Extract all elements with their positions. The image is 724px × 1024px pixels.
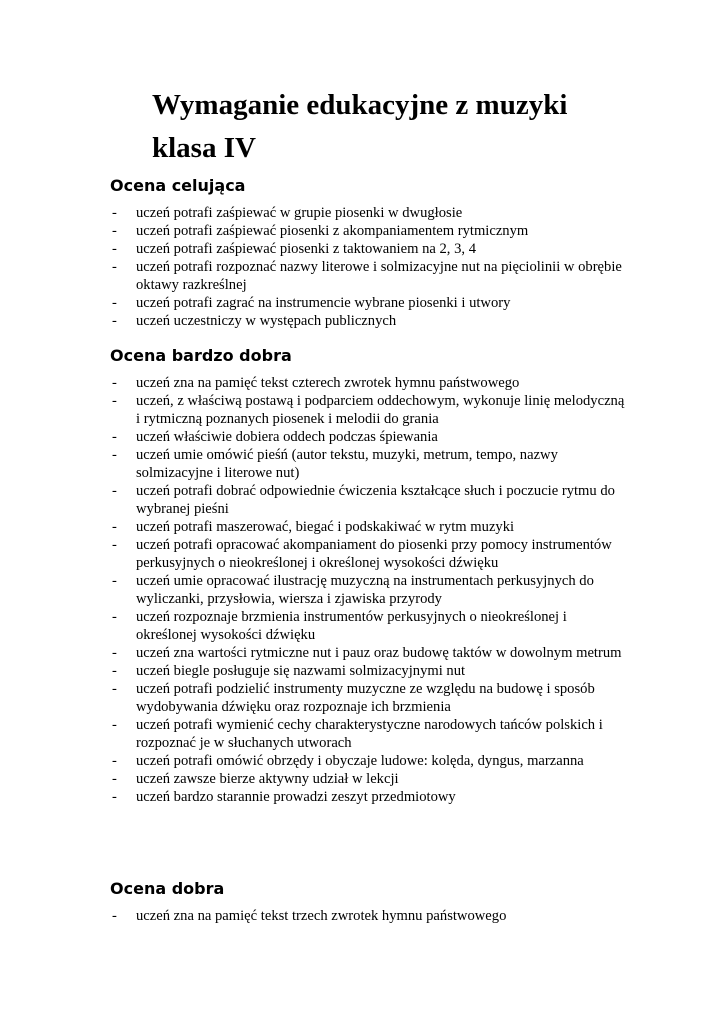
list-item <box>110 770 630 788</box>
list-item-text: uczeń potrafi zaśpiewać w grupie piosenki w dwugłosie <box>136 205 463 221</box>
list-item <box>110 446 630 482</box>
list-item-text: uczeń zna na pamięć tekst czterech zwrotek hymnu państwowego <box>136 375 520 391</box>
bullet-dash: - <box>112 313 117 329</box>
bullet-dash: - <box>112 753 117 769</box>
list-item <box>110 536 630 572</box>
bullet-dash: - <box>112 447 117 463</box>
list-item <box>110 204 630 222</box>
bullet-dash: - <box>112 375 117 391</box>
bullet-dash: - <box>112 609 117 625</box>
section-heading-celujaca: Ocena celująca <box>110 176 246 195</box>
list-item <box>110 644 630 662</box>
list-item-text: uczeń zna wartości rytmiczne nut i pauz oraz budowę taktów w dowolnym metrum <box>136 645 622 661</box>
bullet-dash: - <box>112 908 117 924</box>
list-item-text: uczeń właściwie dobiera oddech podczas śpiewania <box>136 429 438 445</box>
list-item <box>110 788 630 806</box>
list-item-text: uczeń umie opracować ilustrację muzyczną na instrumentach perkusyjnych do wyliczanki, przysłowia, wiersza i zjawiska przyrody <box>136 573 594 607</box>
title-line-1: Wymaganie edukacyjne z muzyki <box>152 89 568 121</box>
list-item <box>110 907 630 925</box>
list-bardzo-dobra <box>110 374 630 806</box>
list-item <box>110 518 630 536</box>
bullet-dash: - <box>112 645 117 661</box>
section-heading-dobra: Ocena dobra <box>110 879 225 898</box>
bullet-dash: - <box>112 241 117 257</box>
list-item <box>110 752 630 770</box>
title-line-2: klasa IV <box>152 132 256 164</box>
list-item-text: uczeń potrafi dobrać odpowiednie ćwiczenia kształcące słuch i poczucie rytmu do wybranej pieśni <box>136 483 615 517</box>
list-item <box>110 716 630 752</box>
list-item <box>110 392 630 428</box>
bullet-dash: - <box>112 789 117 805</box>
list-item <box>110 428 630 446</box>
list-item-text: uczeń potrafi omówić obrzędy i obyczaje ludowe: kolęda, dyngus, marzanna <box>136 753 584 769</box>
list-item-text: uczeń uczestniczy w występach publicznych <box>136 313 397 329</box>
list-item-text: uczeń potrafi rozpoznać nazwy literowe i solmizacyjne nut na pięciolinii w obrębie oktawy razkreślnej <box>136 259 622 293</box>
list-item <box>110 482 630 518</box>
list-item-text: uczeń potrafi zaśpiewać piosenki z taktowaniem na 2, 3, 4 <box>136 241 476 257</box>
list-item <box>110 374 630 392</box>
list-item <box>110 572 630 608</box>
list-item <box>110 662 630 680</box>
list-item-text: uczeń potrafi podzielić instrumenty muzyczne ze względu na budowę i sposób wydobywania dźwięku oraz rozpoznaje ich brzmienia <box>136 681 595 715</box>
list-item-text: uczeń, z właściwą postawą i podparciem oddechowym, wykonuje linię melodyczną i rytmiczną poznanych piosenek i melodii do grania <box>136 393 625 427</box>
bullet-dash: - <box>112 519 117 535</box>
bullet-dash: - <box>112 663 117 679</box>
list-celujaca <box>110 204 630 330</box>
bullet-dash: - <box>112 717 117 733</box>
bullet-dash: - <box>112 429 117 445</box>
list-item-text: uczeń potrafi maszerować, biegać i podskakiwać w rytm muzyki <box>136 519 515 535</box>
list-item-text: uczeń bardzo starannie prowadzi zeszyt przedmiotowy <box>136 789 456 805</box>
bullet-dash: - <box>112 393 117 409</box>
bullet-dash: - <box>112 573 117 589</box>
bullet-dash: - <box>112 681 117 697</box>
list-item <box>110 222 630 240</box>
list-item-text: uczeń potrafi opracować akompaniament do piosenki przy pomocy instrumentów perkusyjnych o nieokreślonej i określonej wysokości dźwięku <box>136 537 612 571</box>
list-item <box>110 608 630 644</box>
list-dobra <box>110 907 630 925</box>
list-item <box>110 240 630 258</box>
list-item-text: uczeń biegle posługuje się nazwami solmizacyjnymi nut <box>136 663 466 679</box>
list-item-text: uczeń potrafi wymienić cechy charakterystyczne narodowych tańców polskich i rozpoznać je w słuchanych utworach <box>136 717 603 751</box>
section-heading-bardzo-dobra: Ocena bardzo dobra <box>110 346 292 365</box>
bullet-dash: - <box>112 771 117 787</box>
bullet-dash: - <box>112 537 117 553</box>
list-item <box>110 258 630 294</box>
list-item-text: uczeń zawsze bierze aktywny udział w lekcji <box>136 771 399 787</box>
bullet-dash: - <box>112 223 117 239</box>
list-item <box>110 294 630 312</box>
bullet-dash: - <box>112 205 117 221</box>
document-title <box>152 84 567 170</box>
list-item-text: uczeń zna na pamięć tekst trzech zwrotek hymnu państwowego <box>136 908 507 924</box>
bullet-dash: - <box>112 295 117 311</box>
bullet-dash: - <box>112 259 117 275</box>
bullet-dash: - <box>112 483 117 499</box>
list-item-text: uczeń umie omówić pieśń (autor tekstu, muzyki, metrum, tempo, nazwy solmizacyjne i literowe nut) <box>136 447 558 481</box>
list-item-text: uczeń potrafi zagrać na instrumencie wybrane piosenki i utwory <box>136 295 511 311</box>
list-item-text: uczeń rozpoznaje brzmienia instrumentów perkusyjnych o nieokreślonej i określonej wysokości dźwięku <box>136 609 567 643</box>
list-item <box>110 312 630 330</box>
list-item <box>110 680 630 716</box>
list-item-text: uczeń potrafi zaśpiewać piosenki z akompaniamentem rytmicznym <box>136 223 529 239</box>
